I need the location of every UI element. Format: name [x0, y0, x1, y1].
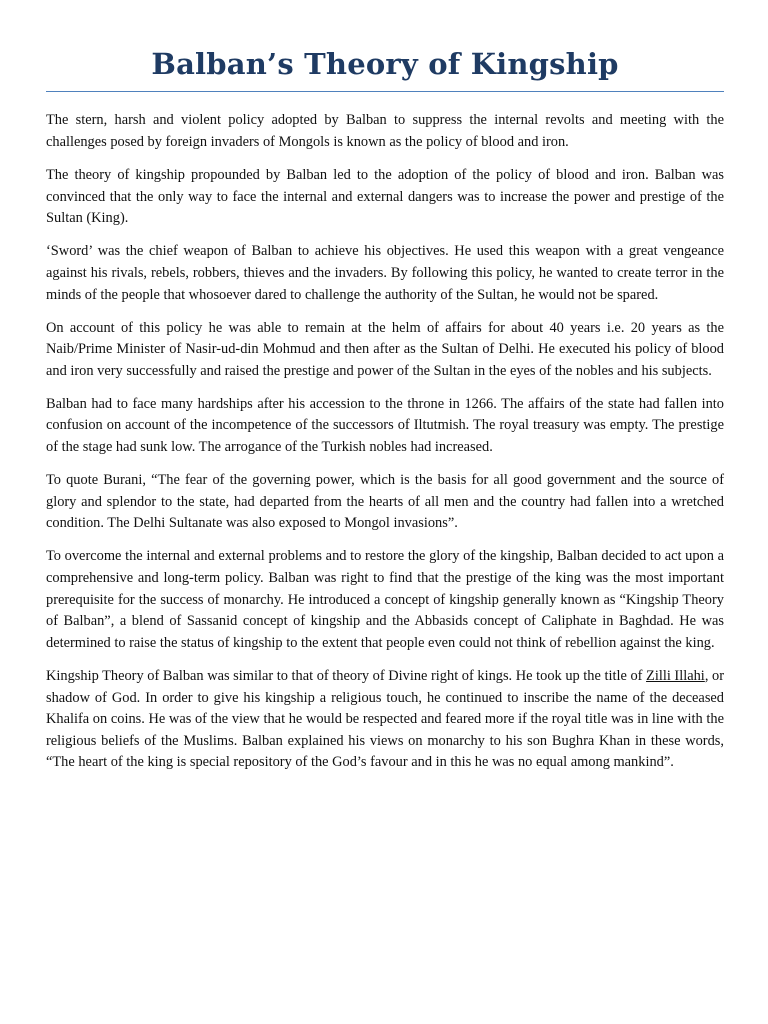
paragraph-6: To quote Burani, “The fear of the governing power, which is the basis for all good government and the source of glory and splendor to the state, had departed from the hearts of all men and the country had fallen into a wretched condition. The Delhi Sultanate was also exposed to Mongol invasions”.: [46, 472, 724, 532]
paragraph-1: The stern, harsh and violent policy adopted by Balban to suppress the internal revolts and meeting with the challenges posed by foreign invaders of Mongols is known as the policy of blood and iron.: [46, 112, 724, 150]
paragraph-8: [46, 666, 724, 774]
paragraph-2: The theory of kingship propounded by Balban led to the adoption of the policy of blood and iron. Balban was convinced that the only way to face the internal and external dangers was to increase the power and prestige of the Sultan (King).: [46, 167, 724, 227]
document-page: [46, 48, 724, 785]
title-divider: [46, 91, 724, 92]
paragraph-7: To overcome the internal and external problems and to restore the glory of the kingship, Balban decided to act upon a comprehensive and long-term policy. Balban was right to find that the prestige of the king was the most important prerequisite for the success of monarchy. He introduced a concept of kingship generally known as “Kingship Theory of Balban”, a blend of Sassanid concept of kingship and the Abbasids concept of Caliphate in Baghdad. He was determined to raise the status of kingship to the extent that people even could not think of rebellion against the king.: [46, 548, 724, 651]
paragraph-3: ‘Sword’ was the chief weapon of Balban to achieve his objectives. He used this weapon with a great vengeance against his rivals, rebels, robbers, thieves and the invaders. By following this policy, he wanted to create terror in the minds of the people that whosoever dared to challenge the authority of the Sultan, he would not be spared.: [46, 243, 724, 303]
paragraph-8-text-after: , or shadow of God. In order to give his kingship a religious touch, he continued to inscribe the name of the deceased Khalifa on coins. He was of the view that he would be respected and feared more if the royal title was in line with the religious beliefs of the Muslims. Balban explained his views on monarchy to his son Bughra Khan in these words, “The heart of the king is special repository of the God’s favour and in this he was no equal among mankind”.: [46, 667, 724, 771]
paragraph-5: Balban had to face many hardships after his accession to the throne in 1266. The affairs of the state had fallen into confusion on account of the incompetence of the successors of Iltutmish. The royal treasury was empty. The prestige of the stage had sunk low. The arrogance of the Turkish nobles had increased.: [46, 395, 724, 456]
page-title: Balban’s Theory of Kingship: [151, 47, 619, 81]
paragraph-8-text-before: Kingship Theory of Balban was similar to that of theory of Divine right of kings. He took up the title of: [46, 667, 647, 684]
zilli-illahi-term: Zilli Illahi: [646, 667, 705, 684]
paragraph-4: On account of this policy he was able to remain at the helm of affairs for about 40 years i.e. 20 years as the Naib/Prime Minister of Nasir-ud-din Mohmud and then after as the Sultan of Delhi. He executed his policy of blood and iron very successfully and raised the prestige and power of the Sultan in the eyes of the nobles and his subjects.: [46, 319, 724, 379]
